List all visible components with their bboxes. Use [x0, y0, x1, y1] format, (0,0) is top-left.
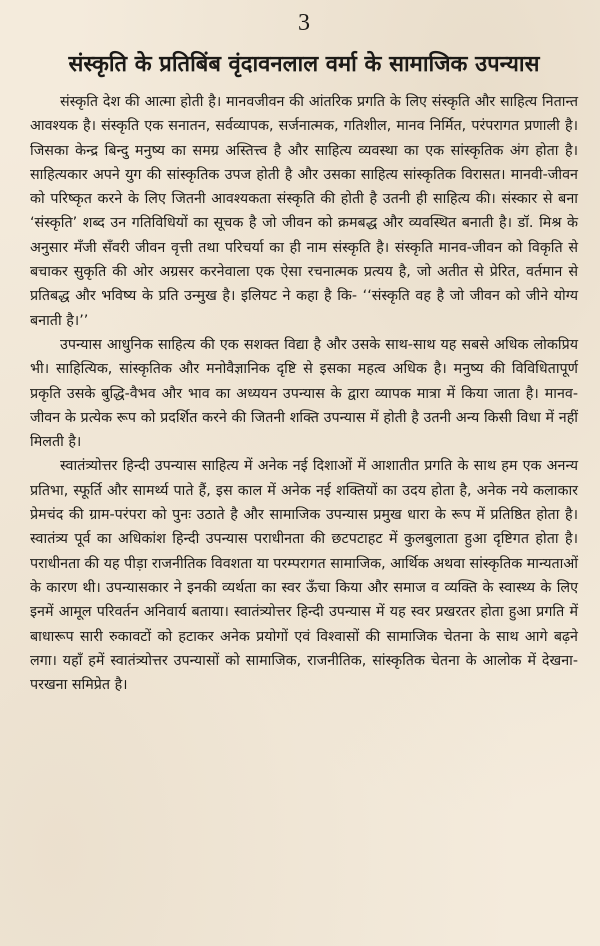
- page-number: 3: [298, 10, 310, 36]
- body-text: [30, 90, 578, 697]
- paragraph-1: संस्कृति देश की आत्मा होती है। मानवजीवन की आंतरिक प्रगति के लिए संस्कृति और साहित्य नितान्त आवश्यक है। संस्कृति एक सनातन, सर्वव्यापक, सर्जनात्मक, गतिशील, मानव निर्मित, परंपरागत प्रणाली है। जिसका केन्द्र बिन्दु मनुष्य का समग्र अस्तित्त्व है और साहित्य व्यवस्था का एक सांस्कृतिक अंग होता है। साहित्यकार अपने युग की सांस्कृतिक उपज होती है और उसका साहित्य सांस्कृतिक विरासत। मानवी-जीवन को परिष्कृत करने के लिए जितनी आवश्यकता संस्कृति की होती है उतनी ही साहित्य की। संस्कार से बना ‘संस्कृति’ शब्द उन गतिविधियों का सूचक है जो जीवन को क्रमबद्ध और व्यवस्थित बनाती है। डॉ. मिश्र के अनुसार मँजी सँवरी जीवन वृत्ती तथा परिचर्या का ही नाम संस्कृति है। संस्कृति मानव-जीवन को विकृति से बचाकर सुकृति की ओर अग्रसर करनेवाला एक ऐसा रचनात्मक प्रत्यय है, जो अतीत से प्रेरित, वर्तमान से प्रतिबद्ध और भविष्य के प्रति उन्मुख है। इलियट ने कहा है कि- ‘‘संस्कृति वह है जो जीवन को जीने योग्य बनाती है।’’: [30, 94, 578, 329]
- paragraph-2: उपन्यास आधुनिक साहित्य की एक सशक्त विद्या है और उसके साथ-साथ यह सबसे अधिक लोकप्रिय भी। साहित्यिक, सांस्कृतिक और मनोवैज्ञानिक दृष्टि से इसका महत्व अधिक है। मनुष्य की विविधितापूर्ण प्रकृति उसके बुद्धि-वैभव और भाव का अध्ययन उपन्यास के द्वारा व्यापक मात्रा में किया जाता है। मानव-जीवन के प्रत्येक रूप को प्रदर्शित करने की जितनी शक्ति उपन्यास में होती है उतनी अन्य किसी विधा में नहीं मिलती है।: [30, 336, 578, 451]
- chapter-title: संस्कृति के प्रतिबिंब वृंदावनलाल वर्मा के सामाजिक उपन्यास: [68, 52, 540, 77]
- paragraph-3: स्वातंत्र्योत्तर हिन्दी उपन्यास साहित्य में अनेक नई दिशाओं में आशातीत प्रगति के साथ हम एक अनन्य प्रतिभा, स्फूर्ति और सामर्थ्य पाते हैं, इस काल में अनेक नई शक्तियों का उदय होता है, अनेक नये कलाकार प्रेमचंद की ग्राम-परंपरा को पुनः उठाते है और सामाजिक उपन्यास प्रमुख धारा के रूप में प्रतिष्ठित होता है। स्वातंत्र्य पूर्व का अधिकांश हिन्दी उपन्यास पराधीनता की छटपटाहट में कुलबुलाता हुआ दृष्टिगत होता है। पराधीनता की यह पीड़ा राजनीतिक विवशता या परम्परागत सामाजिक, आर्थिक अथवा सांस्कृतिक मान्यताओं के कारण थी। उपन्यासकार ने इनकी व्यर्थता का स्वर ऊँचा किया और समाज व व्यक्ति के स्वास्थ्य के लिए इनमें आमूल परिवर्तन अनिवार्य बताया। स्वातंत्र्योत्तर हिन्दी उपन्यास में यह स्वर प्रखरतर होता हुआ प्रगति में बाधारूप सारी रुकावटों को हटाकर अनेक प्रयोगों एवं विश्वासों की सामाजिक चेतना के साथ आगे बढ़ने लगा। यहाँ हमें स्वातंत्र्योत्तर उपन्यासों को सामाजिक, राजनीतिक, सांस्कृतिक चेतना के आलोक में देखना-परखना समिप्रेत है।: [30, 458, 578, 694]
